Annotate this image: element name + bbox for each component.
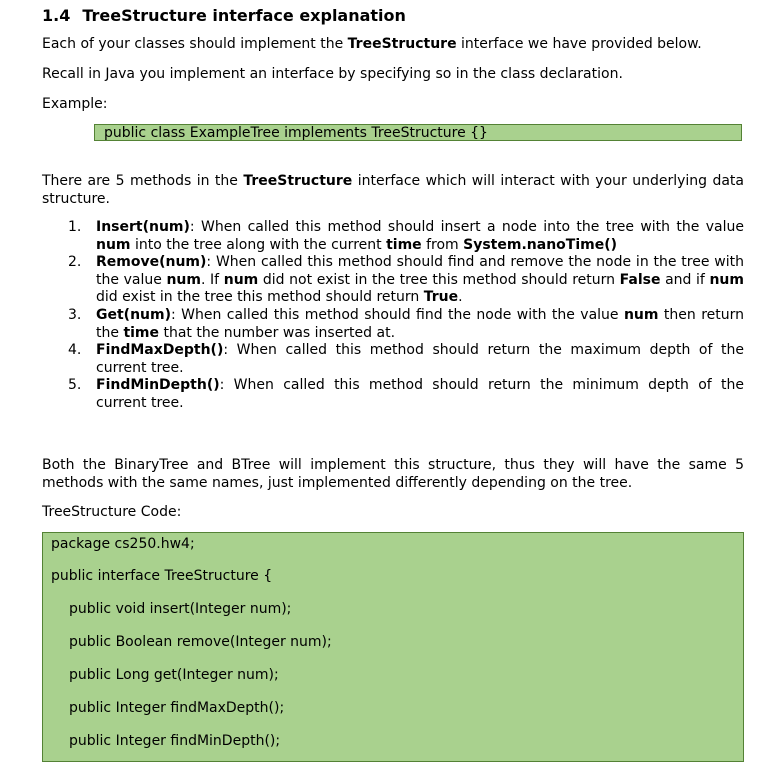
method-text: did exist in the tree this method should return <box>96 289 424 306</box>
both-trees-paragraph: Both the BinaryTree and BTree will implement this structure, thus they will have the same 5 methods with the same names, just implemented differently depending on the tree. <box>42 457 744 491</box>
methods-intro-text: There are 5 methods in the <box>42 173 244 189</box>
method-bold: time <box>386 236 422 253</box>
section-title: TreeStructure interface explanation <box>82 6 406 25</box>
list-number: 5. <box>68 377 82 394</box>
section-number: 1.4 <box>42 6 71 25</box>
code-line: public Boolean remove(Integer num); <box>69 634 332 650</box>
method-item-findmindepth <box>42 377 744 412</box>
method-text: that the number was inserted at. <box>159 324 396 341</box>
example-label: Example: <box>42 96 108 112</box>
method-name: Get(num) <box>96 306 171 323</box>
method-item-remove <box>42 254 744 307</box>
method-text: and if <box>660 271 710 288</box>
method-text: . <box>458 289 463 306</box>
method-text: : When called this method should return the maximum depth of the current tree. <box>96 342 744 376</box>
method-text: : When called this method should insert a node into the tree with the value <box>189 219 744 235</box>
method-bold: System.nanoTime() <box>463 236 618 253</box>
intro-bold-term: TreeStructure <box>347 36 457 52</box>
method-name: Insert(num) <box>96 219 190 235</box>
method-item-get <box>42 307 744 342</box>
method-text: from <box>421 236 464 253</box>
list-number: 3. <box>68 306 82 323</box>
method-text: into the tree along with the current <box>130 236 387 253</box>
method-bold: time <box>123 324 160 341</box>
intro-text: Each of your classes should implement the <box>42 36 348 52</box>
list-number: 1. <box>68 219 82 235</box>
methods-list <box>42 219 744 413</box>
method-text: : When called this method should find the node with the value <box>171 306 624 323</box>
code-line: public void insert(Integer num); <box>69 601 292 617</box>
method-item-findmaxdepth <box>42 342 744 377</box>
code-block <box>42 532 744 762</box>
method-bold: num <box>623 306 659 323</box>
example-code-box: public class ExampleTree implements TreeStructure {} <box>94 124 742 141</box>
method-bold: True <box>423 289 459 306</box>
list-number: 2. <box>68 254 82 271</box>
method-name: FindMinDepth() <box>96 377 220 394</box>
method-bold: num <box>96 236 131 253</box>
method-bold: False <box>619 271 661 288</box>
methods-intro-paragraph <box>42 172 744 208</box>
code-line: public Long get(Integer num); <box>69 667 279 683</box>
list-number: 4. <box>68 342 82 359</box>
code-line: public Integer findMinDepth(); <box>69 733 281 749</box>
method-bold: num <box>709 271 744 288</box>
intro-paragraph-1 <box>42 35 744 53</box>
method-name: Remove(num) <box>96 254 207 271</box>
code-line: public interface TreeStructure { <box>51 568 273 584</box>
section-heading <box>42 6 406 26</box>
method-item-insert <box>42 219 744 254</box>
method-text: : When called this method should find and remove the node in the tree with the value <box>96 254 744 288</box>
code-line: public Integer findMaxDepth(); <box>69 700 285 716</box>
code-label: TreeStructure Code: <box>42 504 182 520</box>
method-text: did not exist in the tree this method should return <box>258 271 620 288</box>
method-bold: num <box>166 271 201 288</box>
method-bold: num <box>223 271 259 288</box>
code-line: package cs250.hw4; <box>51 536 195 552</box>
method-text: . If <box>200 271 224 288</box>
methods-intro-text-end: interface which will interact with your underlying data structure. <box>42 173 744 207</box>
methods-intro-bold-term: TreeStructure <box>243 173 353 189</box>
intro-text-end: interface we have provided below. <box>456 36 702 52</box>
method-name: FindMaxDepth() <box>96 342 224 359</box>
intro-paragraph-2: Recall in Java you implement an interface by specifying so in the class declaration. <box>42 66 623 82</box>
method-text: : When called this method should return the minimum depth of the current tree. <box>96 377 744 411</box>
method-text: then return the <box>96 306 745 341</box>
